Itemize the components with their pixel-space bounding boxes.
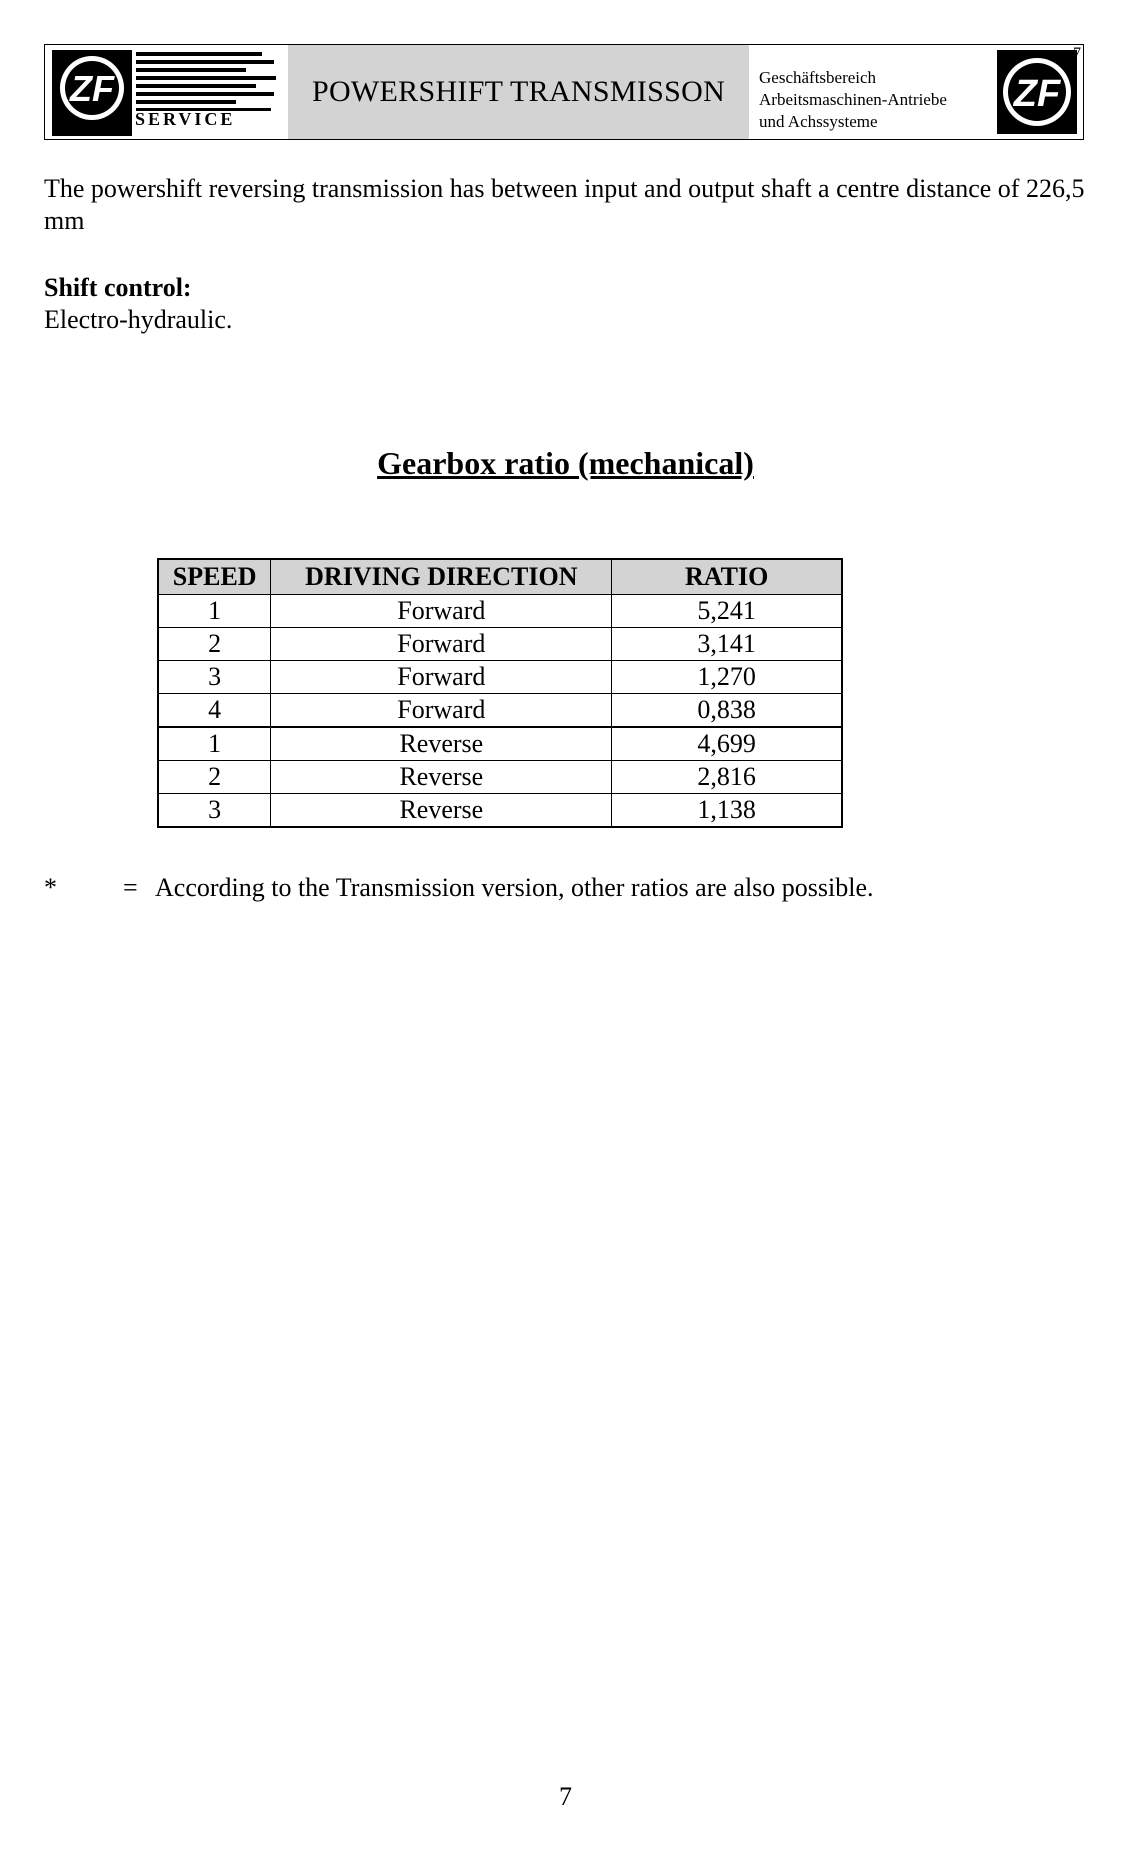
ratio-cell: 1,270 xyxy=(612,661,842,694)
speed-cell: 1 xyxy=(158,727,271,761)
table-row xyxy=(158,661,842,694)
table-row xyxy=(158,628,842,661)
table-row xyxy=(158,794,842,828)
header-division-block xyxy=(749,45,1083,139)
direction-cell: Reverse xyxy=(271,727,612,761)
speed-cell: 2 xyxy=(158,761,271,794)
speed-cell: 3 xyxy=(158,661,271,694)
speed-cell: 2 xyxy=(158,628,271,661)
table-row xyxy=(158,694,842,728)
table-row xyxy=(158,595,842,628)
zf-logo-icon xyxy=(997,50,1077,134)
speed-cell: 3 xyxy=(158,794,271,828)
corner-page-number: 7 xyxy=(1073,45,1081,62)
table-row xyxy=(158,727,842,761)
ratio-cell: 3,141 xyxy=(612,628,842,661)
service-label: SERVICE xyxy=(135,109,236,129)
ratio-cell: 0,838 xyxy=(612,694,842,728)
document-title: POWERSHIFT TRANSMISSON xyxy=(311,75,726,108)
ratio-cell: 1,138 xyxy=(612,794,842,828)
intro-paragraph: The powershift reversing transmission has between input and output shaft a centre distance of 226,5 mm xyxy=(44,174,1085,235)
direction-cell: Forward xyxy=(271,595,612,628)
ratio-cell: 4,699 xyxy=(612,727,842,761)
division-name xyxy=(759,67,947,133)
gearbox-ratio-title: Gearbox ratio (mechanical) xyxy=(377,445,754,481)
column-header-speed: SPEED xyxy=(158,559,271,595)
direction-cell: Forward xyxy=(271,694,612,728)
direction-cell: Reverse xyxy=(271,794,612,828)
svg-text:ZF: ZF xyxy=(70,68,114,109)
direction-cell: Forward xyxy=(271,628,612,661)
footnote-symbol: * xyxy=(44,873,57,902)
direction-cell: Reverse xyxy=(271,761,612,794)
page-header xyxy=(44,44,1084,140)
ratio-cell: 5,241 xyxy=(612,595,842,628)
division-line-1: Geschäftsbereich xyxy=(759,68,877,87)
footnote-equals: = xyxy=(123,873,138,902)
direction-cell: Forward xyxy=(271,661,612,694)
column-header-ratio: RATIO xyxy=(612,559,842,595)
division-line-3: und Achssysteme xyxy=(759,112,878,131)
ratio-cell: 2,816 xyxy=(612,761,842,794)
shift-control-value: Electro-hydraulic. xyxy=(44,305,233,334)
gearbox-ratio-table xyxy=(157,558,843,828)
shift-control-heading: Shift control: xyxy=(44,273,192,302)
speed-cell: 4 xyxy=(158,694,271,728)
page-number: 7 xyxy=(559,1782,572,1811)
table-row xyxy=(158,761,842,794)
footnote-text: According to the Transmission version, other ratios are also possible. xyxy=(155,873,874,902)
column-header-driving-direction: DRIVING DIRECTION xyxy=(271,559,612,595)
table-header-row xyxy=(158,559,842,595)
division-line-2: Arbeitsmaschinen-Antriebe xyxy=(759,90,947,109)
shift-control-section xyxy=(44,272,232,336)
zf-service-logo-block xyxy=(45,45,288,139)
svg-text:ZF: ZF xyxy=(1013,73,1061,115)
header-title-box xyxy=(288,45,749,139)
speed-cell: 1 xyxy=(158,595,271,628)
